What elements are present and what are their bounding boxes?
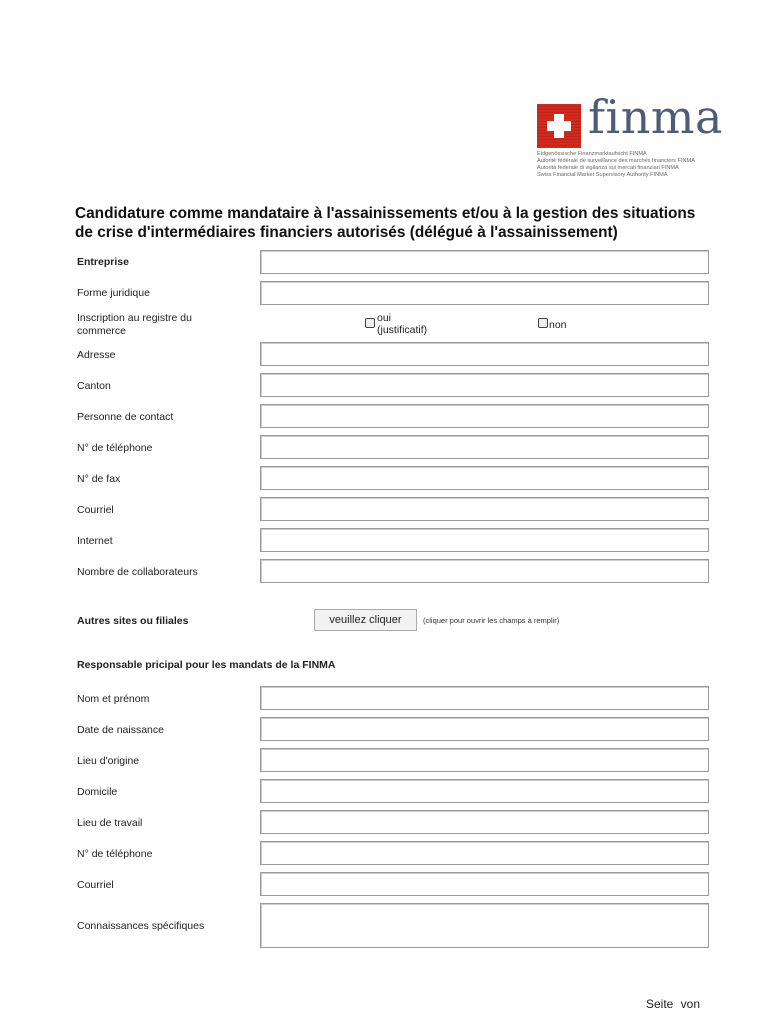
responsable-courriel-field[interactable] [260,872,709,896]
fax-field[interactable] [260,466,709,490]
label-courriel: Courriel [77,504,114,516]
lieu-travail-field[interactable] [260,810,709,834]
label-nom: Nom et prénom [77,693,150,705]
open-fields-button[interactable]: veuillez cliquer [314,609,417,631]
adresse-field[interactable] [260,342,709,366]
label-entreprise: Entreprise [77,256,129,268]
section-heading-responsable: Responsable pricipal pour les mandats de la FINMA [77,659,336,671]
oui-label-line: (justificatif) [377,324,428,336]
page-title-line: de crise d'intermédiaires financiers autorisés (délégué à l'assainissement) [75,224,618,241]
label-inscription-line: commerce [77,325,127,337]
label-telephone: N° de téléphone [77,442,153,454]
forme-juridique-field[interactable] [260,281,709,305]
origine-field[interactable] [260,748,709,772]
page-title-line: Candidature comme mandataire à l'assainissements et/ou à la gestion des situations [75,205,696,222]
swiss-flag-icon [537,104,581,148]
label-connaissances: Connaissances spécifiques [77,920,205,932]
finma-subtitle-line: Autorità federale di vigilanza sui mercati finanziari FINMA [537,165,679,171]
courriel-field[interactable] [260,497,709,521]
page-number: Seite von [646,997,701,1011]
oui-label-line: oui [377,312,392,324]
label-personne-contact: Personne de contact [77,411,174,423]
finma-subtitle-line: Eidgenössische Finanzmarktaufsicht FINMA [537,151,647,157]
domicile-field[interactable] [260,779,709,803]
label-origine: Lieu d'origine [77,755,140,767]
collaborateurs-field[interactable] [260,559,709,583]
telephone-field[interactable] [260,435,709,459]
label-naissance: Date de naissance [77,724,164,736]
entreprise-field[interactable] [260,250,709,274]
non-checkbox[interactable] [538,318,548,328]
label-responsable-telephone: N° de téléphone [77,848,153,860]
responsable-telephone-field[interactable] [260,841,709,865]
finma-subtitle-line: Autorité fédérale de surveillance des marchés financiers FINMA [537,158,695,164]
label-lieu-travail: Lieu de travail [77,817,143,829]
label-inscription-line: Inscription au registre du [77,312,192,324]
connaissances-field[interactable] [260,903,709,948]
canton-field[interactable] [260,373,709,397]
oui-checkbox[interactable] [365,318,375,328]
open-fields-hint: (cliquer pour ouvrir les champs à remplir) [423,616,560,625]
non-checkbox-label: non [549,319,567,331]
finma-logo [537,90,737,184]
finma-subtitle [537,151,695,179]
personne-contact-field[interactable] [260,404,709,428]
label-autres-sites: Autres sites ou filiales [77,615,189,627]
label-fax: N° de fax [77,473,121,485]
finma-wordmark: finma [588,90,723,144]
page-title [75,204,735,242]
nom-field[interactable] [260,686,709,710]
finma-subtitle-line: Swiss Financial Market Supervisory Authority FINMA [537,172,668,178]
naissance-field[interactable] [260,717,709,741]
label-adresse: Adresse [77,349,116,361]
label-forme-juridique: Forme juridique [77,287,150,299]
label-internet: Internet [77,535,113,547]
label-domicile: Domicile [77,786,118,798]
label-canton: Canton [77,380,111,392]
label-inscription [77,312,192,338]
internet-field[interactable] [260,528,709,552]
label-collaborateurs: Nombre de collaborateurs [77,566,198,578]
oui-checkbox-label [377,312,427,336]
label-responsable-courriel: Courriel [77,879,114,891]
